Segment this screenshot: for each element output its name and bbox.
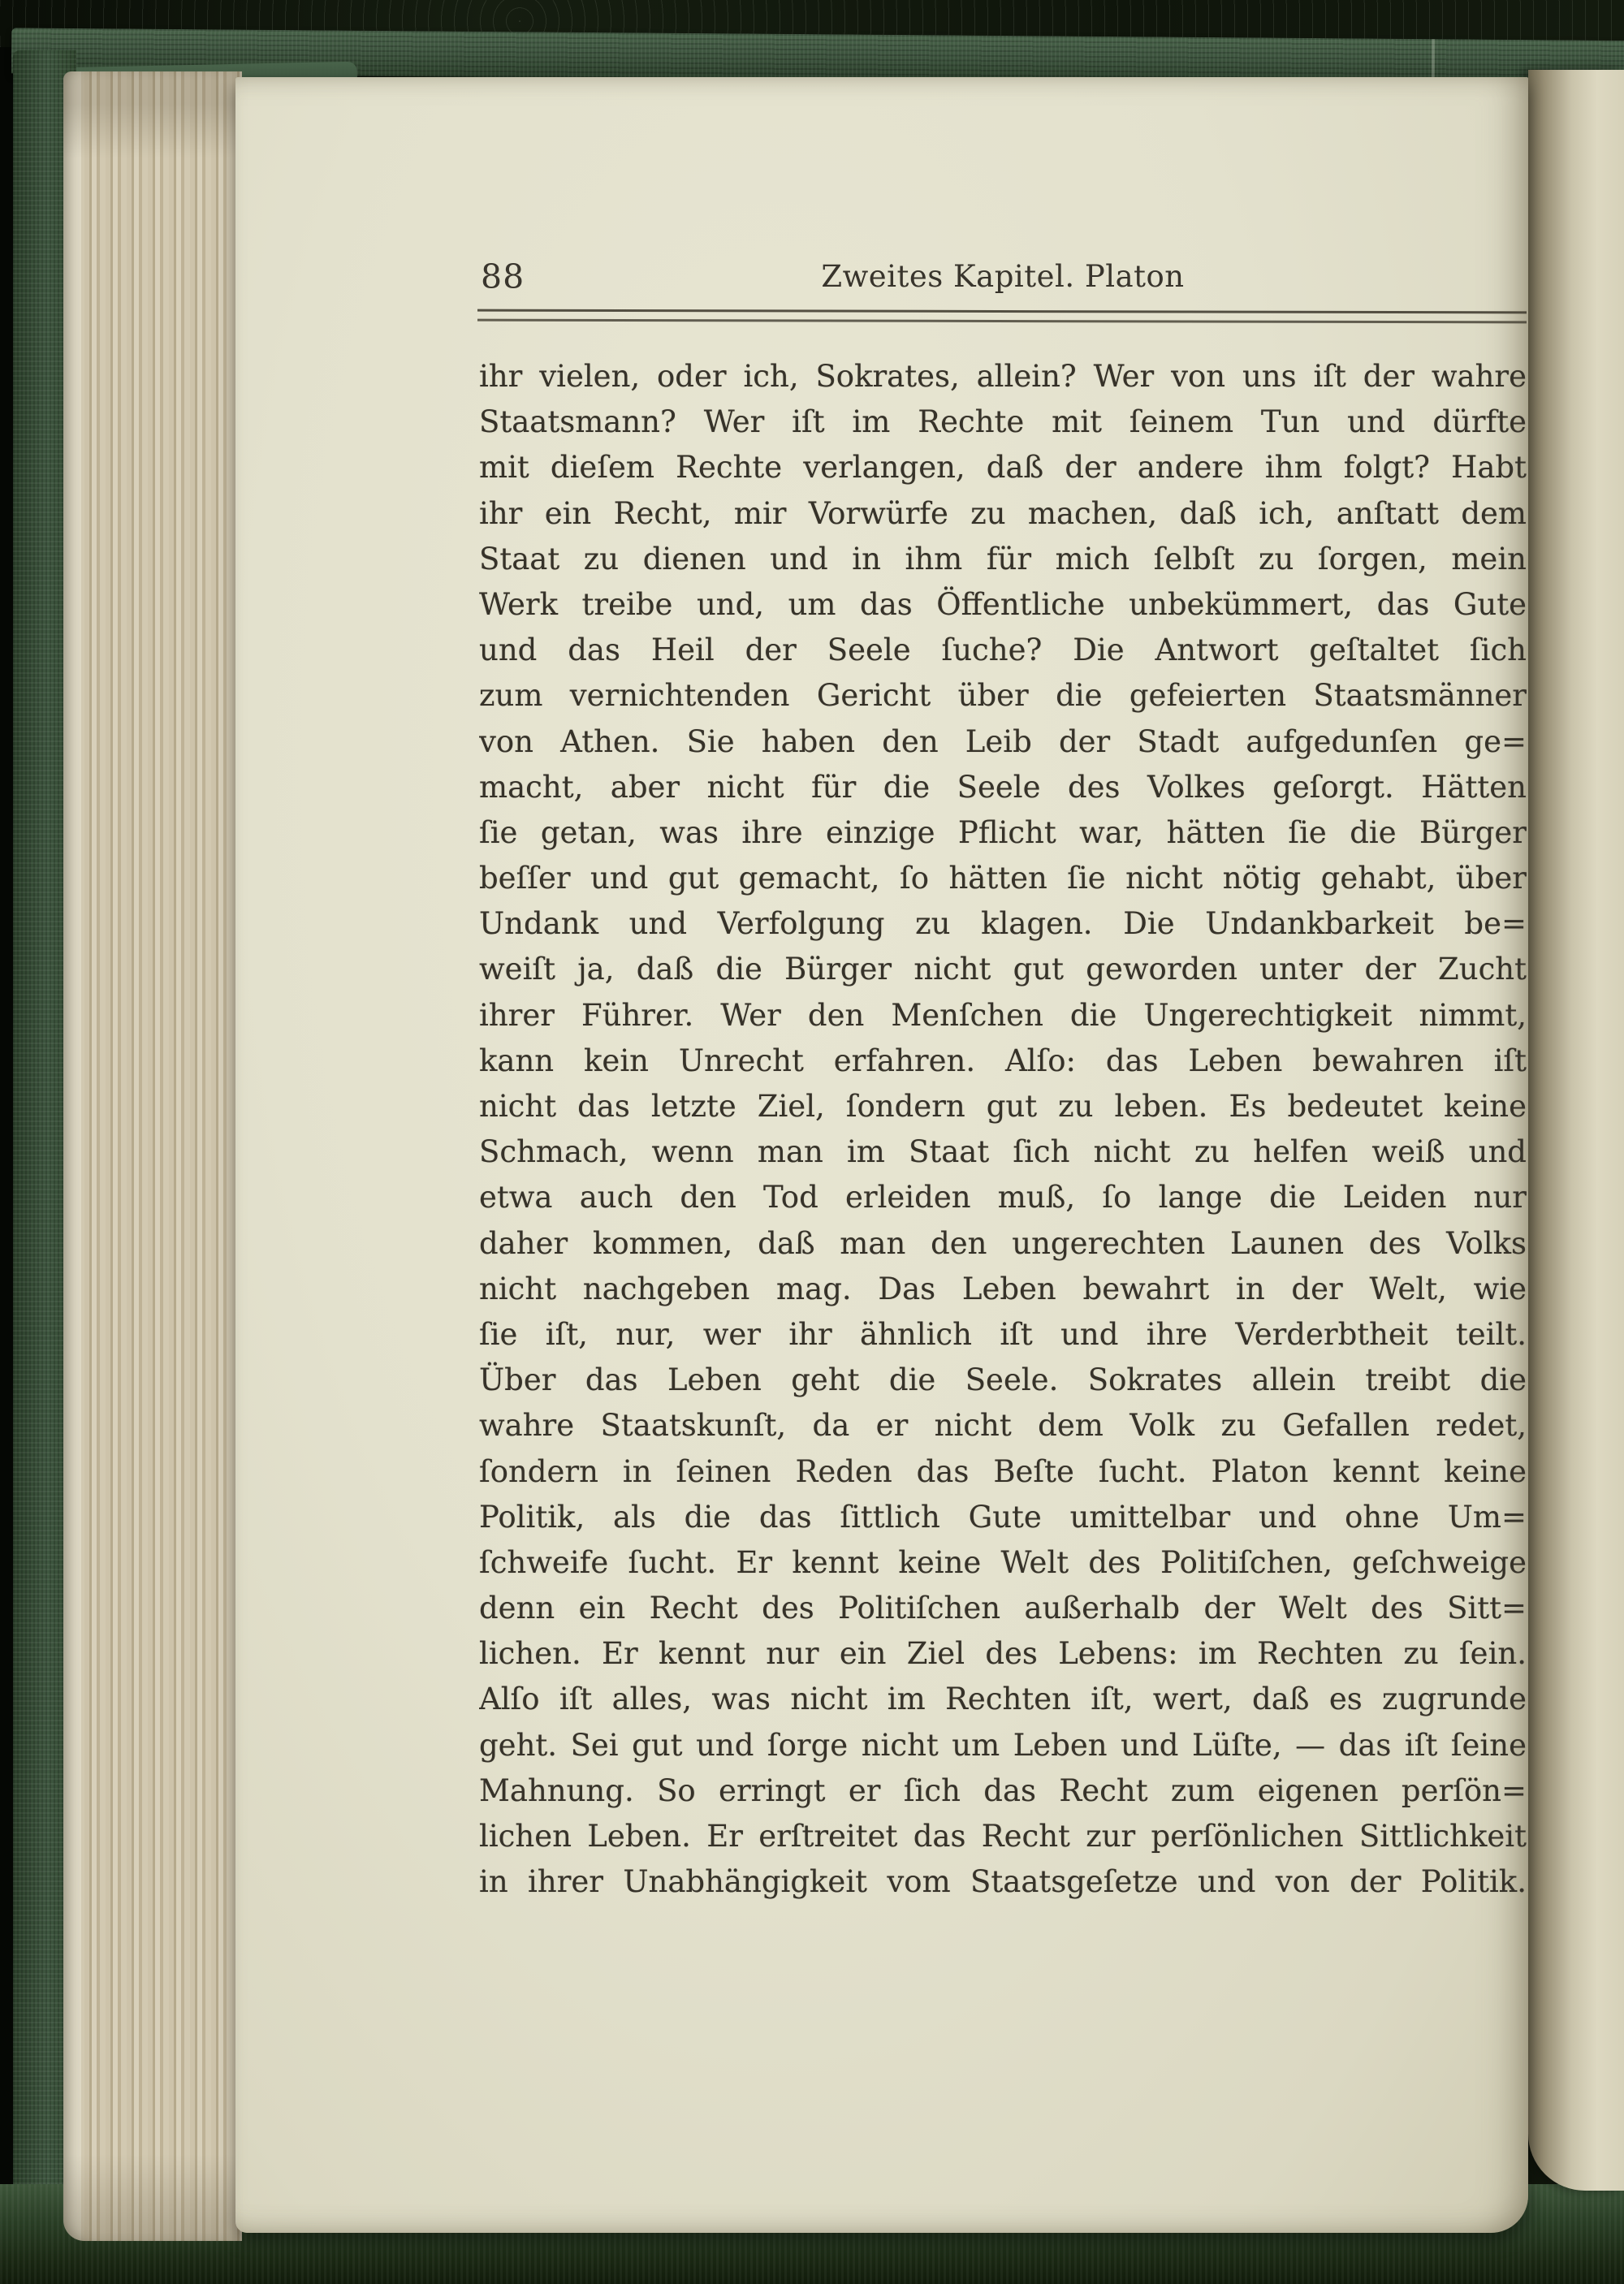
- text-line: nicht nachgeben mag. Das Leben bewahrt in der Welt, wie: [479, 1271, 1527, 1306]
- text-line: mit dieſem Rechte verlangen, daß der andere ihm folgt? Habt: [479, 450, 1527, 486]
- text-line: ſchweife ſucht. Er kennt keine Welt des Politiſchen, geſchweige: [479, 1544, 1527, 1580]
- page-header-row: [479, 257, 1527, 300]
- text-line: Staatsmann? Wer iſt im Rechte mit ſeinem Tun und dürfte: [479, 404, 1527, 440]
- text-line: beſſer und gut gemacht, ſo hätten ſie nicht nötig gehabt, über: [479, 861, 1527, 896]
- page-number: 88: [481, 257, 525, 296]
- text-line: etwa auch den Tod erleiden muß, ſo lange die Leiden nur: [479, 1180, 1527, 1215]
- text-line: Mahnung. So erringt er ſich das Recht zum eigenen perſön=: [479, 1772, 1527, 1808]
- running-header: Zweites Kapitel. Platon: [821, 259, 1185, 294]
- text-line: kann kein Unrecht erfahren. Alſo: das Leben bewahren iſt: [479, 1043, 1527, 1078]
- text-line: Über das Leben geht die Seele. Sokrates allein treibt die: [479, 1362, 1527, 1398]
- text-line: in ihrer Unabhängigkeit vom Staatsgeſetze und von der Politik.: [479, 1864, 1527, 1900]
- text-line: nicht das letzte Ziel, ſondern gut zu leben. Es bedeutet keine: [479, 1089, 1527, 1124]
- header-double-rule: [477, 309, 1527, 324]
- book-page: [235, 77, 1528, 2233]
- text-line: daher kommen, daß man den ungerechten Launen des Volks: [479, 1225, 1527, 1261]
- text-line: zum vernichtenden Gericht über die gefeierten Staatsmänner: [479, 678, 1527, 714]
- text-line: ſondern in ſeinen Reden das Beſte ſucht. Platon kennt keine: [479, 1453, 1527, 1489]
- text-line: ihrer Führer. Wer den Menſchen die Ungerechtigkeit nimmt,: [479, 997, 1527, 1033]
- text-line: Schmach, wenn man im Staat ſich nicht zu helfen weiß und: [479, 1134, 1527, 1170]
- text-line: ihr ein Recht, mir Vorwürfe zu machen, daß ich, anſtatt dem: [479, 495, 1527, 531]
- text-line: ſie getan, was ihre einzige Pflicht war, hätten ſie die Bürger: [479, 814, 1527, 850]
- text-line: Staat zu dienen und in ihm für mich ſelbſt zu ſorgen, mein: [479, 541, 1527, 576]
- text-line: lichen. Er kennt nur ein Ziel des Lebens: im Rechten zu ſein.: [479, 1636, 1527, 1672]
- text-line: weiſt ja, daß die Bürger nicht gut geworden unter der Zucht: [479, 952, 1527, 987]
- text-line: Politik, als die das ſittlich Gute umittelbar und ohne Um=: [479, 1499, 1527, 1535]
- text-line: Werk treibe und, um das Öffentliche unbekümmert, das Gute: [479, 586, 1527, 622]
- text-line: ſie iſt, nur, wer ihr ähnlich iſt und ihre Verderbtheit teilt.: [479, 1316, 1527, 1352]
- facing-page-edge: [1528, 70, 1624, 2191]
- text-line: geht. Sei gut und ſorge nicht um Leben und Lüſte, — das iſt ſeine: [479, 1727, 1527, 1763]
- text-line: von Athen. Sie haben den Leib der Stadt aufgedunſen ge=: [479, 723, 1527, 759]
- text-line: denn ein Recht des Politiſchen außerhalb der Welt des Sitt=: [479, 1591, 1527, 1626]
- page-stack-fore-edge: [63, 71, 242, 2241]
- text-line: und das Heil der Seele ſuche? Die Antwort geſtaltet ſich: [479, 633, 1527, 668]
- text-line: wahre Staatskunſt, da er nicht dem Volk zu Gefallen redet,: [479, 1408, 1527, 1444]
- text-line: Undank und Verfolgung zu klagen. Die Undankbarkeit be=: [479, 906, 1527, 942]
- text-line: lichen Leben. Er erſtreitet das Recht zur perſönlichen Sittlichkeit: [479, 1819, 1527, 1854]
- text-line: ihr vielen, oder ich, Sokrates, allein? Wer von uns iſt der wahre: [479, 359, 1527, 394]
- text-line: Alſo iſt alles, was nicht im Rechten iſt, wert, daß es zugrunde: [479, 1682, 1527, 1717]
- text-line: macht, aber nicht für die Seele des Volkes geſorgt. Hätten: [479, 769, 1527, 805]
- body-text: [479, 354, 1527, 1905]
